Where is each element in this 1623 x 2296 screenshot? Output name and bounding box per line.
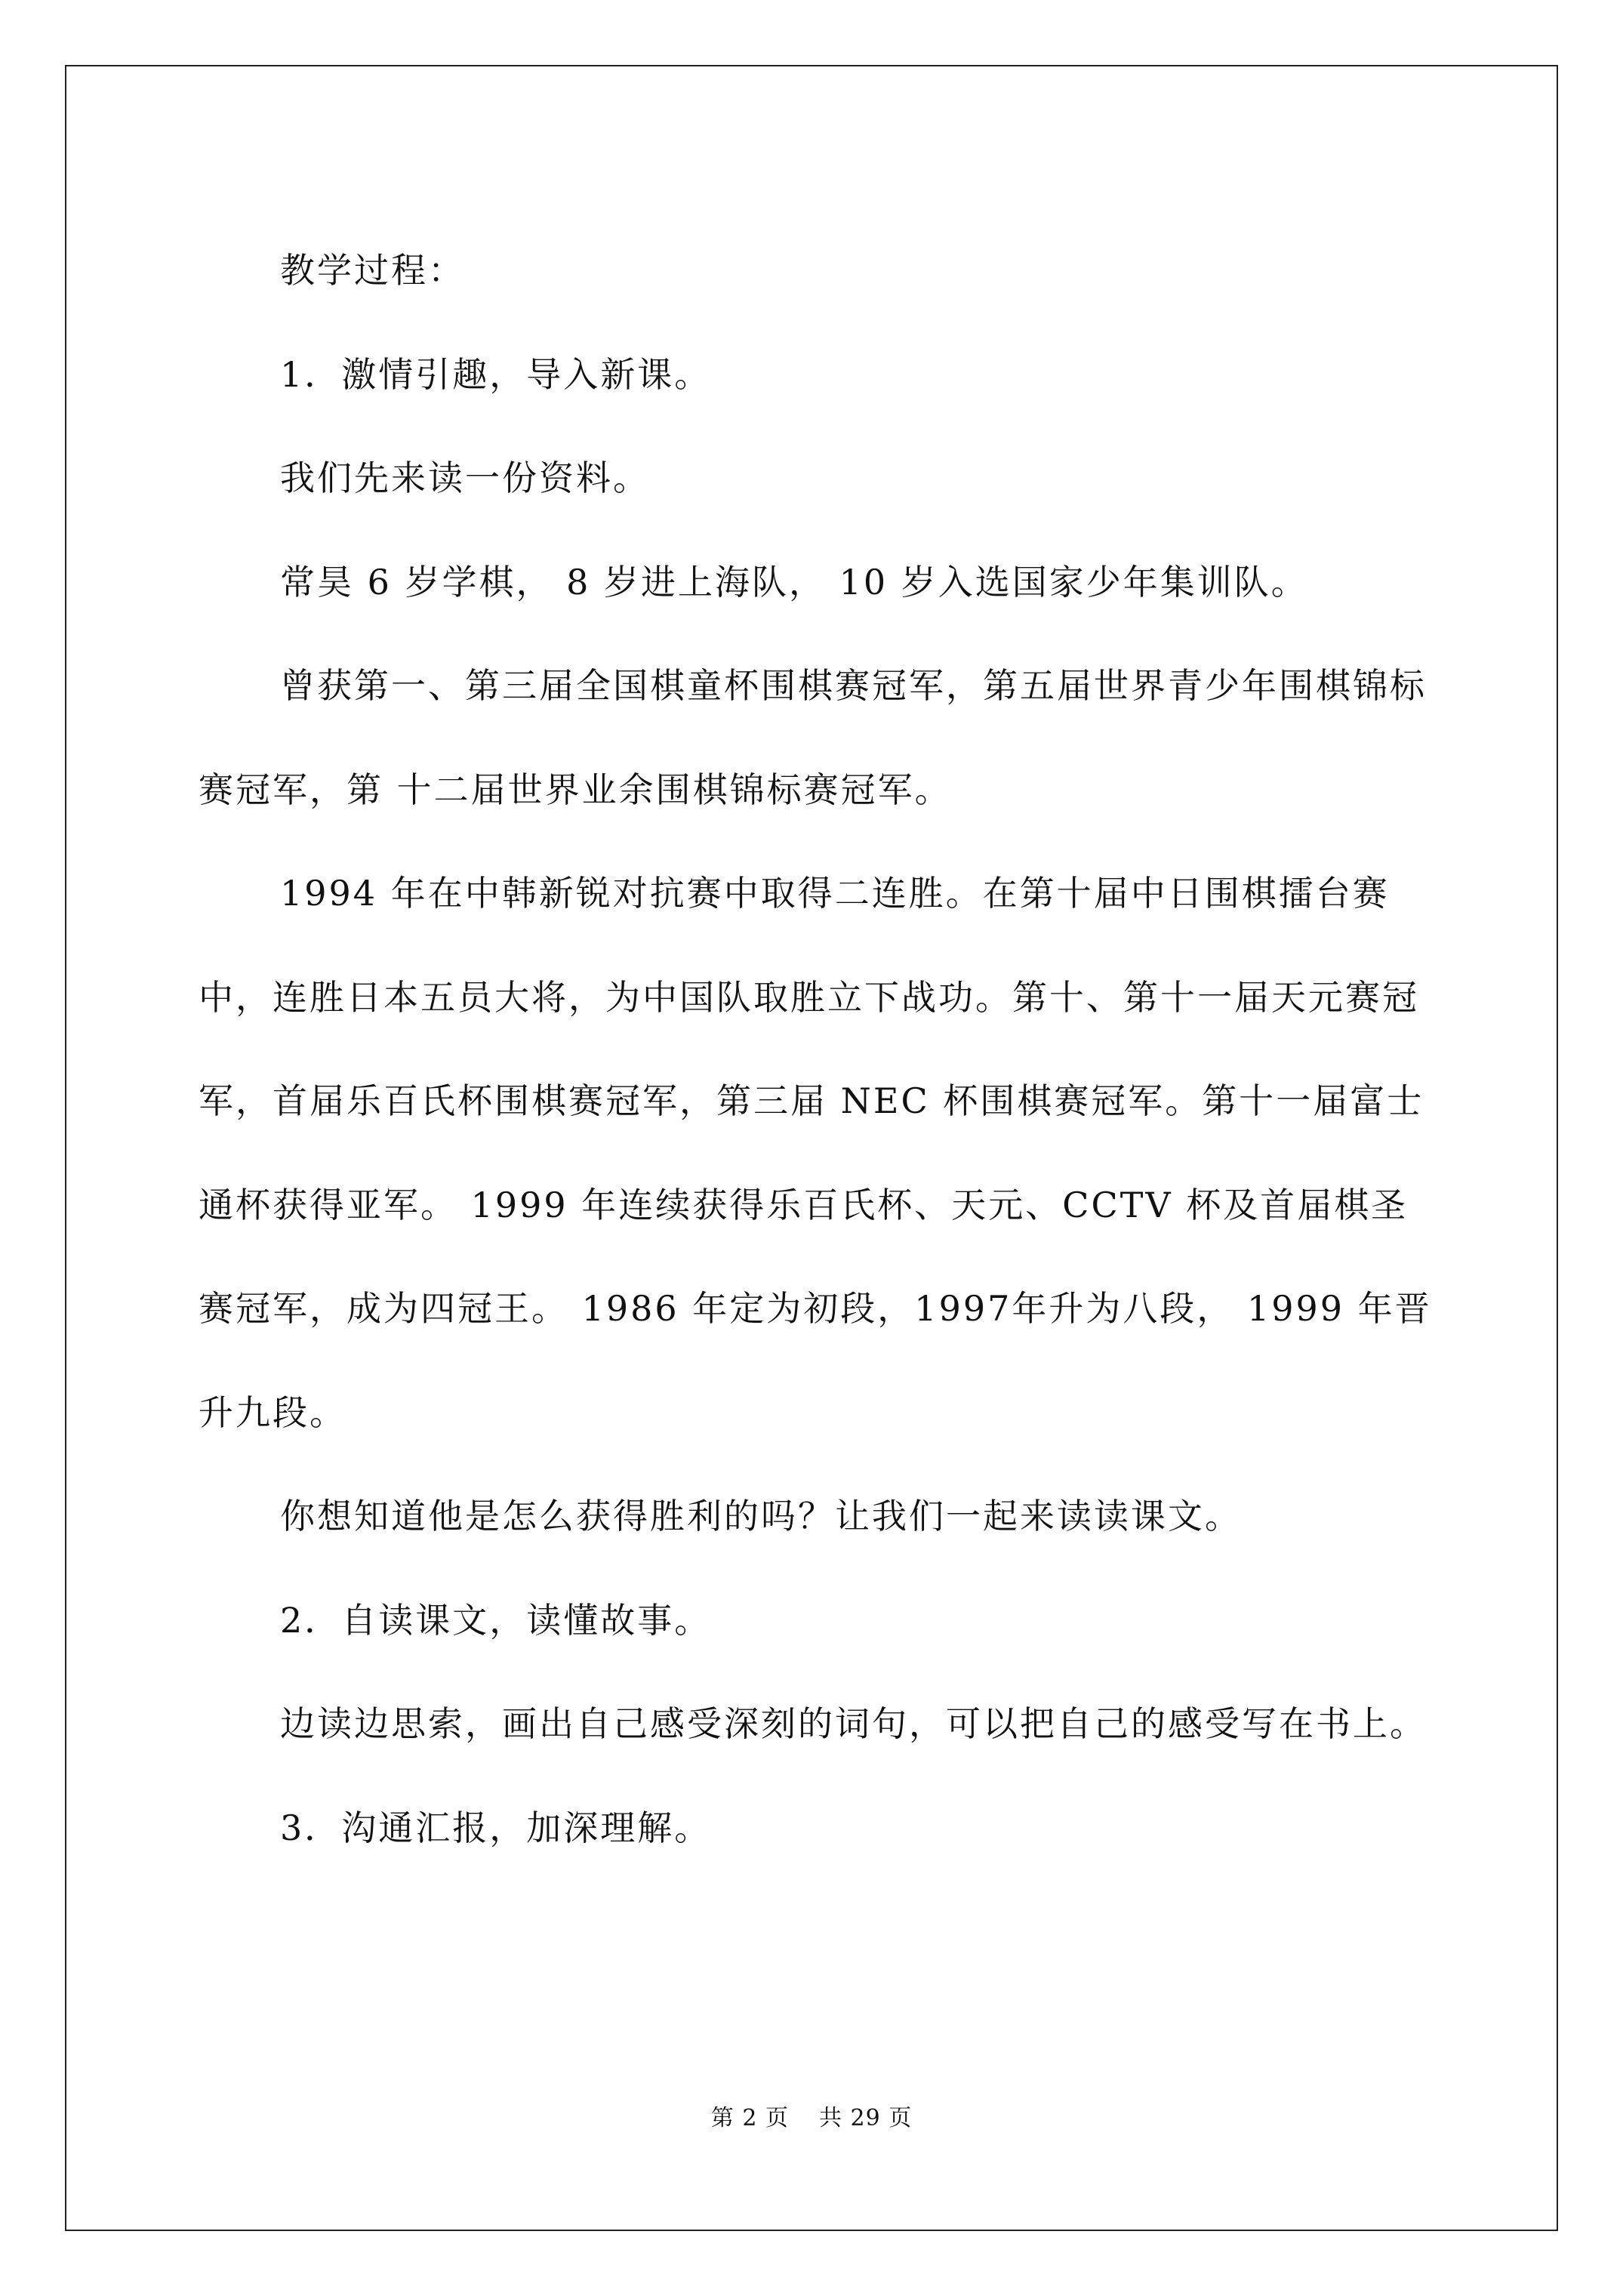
paragraph-question: 你想知道他是怎么获得胜利的吗？让我们一起来读读课文。: [280, 1496, 1242, 1536]
paragraph-reading-intro: 我们先来读一份资料。: [280, 458, 650, 498]
paragraph-step-1: 1．激情引趣，导入新课。: [280, 353, 712, 395]
paragraph-biography-titles: 曾获第一、第三届全国棋童杯围棋赛冠军，第五届世界青少年围棋锦标赛冠军，第 十二届世界业余围棋锦标赛冠军。: [199, 665, 1427, 810]
paragraph-reading-instruction: 边读边思索，画出自己感受深刻的词句，可以把自己的感受写在书上。: [280, 1703, 1427, 1744]
paragraph-heading-teaching-process: 教学过程：: [280, 250, 465, 291]
page-number: 第 2 页: [710, 2105, 789, 2131]
page-footer: [0, 2099, 1623, 2132]
paragraph-biography-early: 常昊 6 岁学棋， 8 岁进上海队， 10 岁入选国家少年集训队。: [280, 561, 1308, 603]
paragraph-biography-achievements: 1994 年在中韩新锐对抗赛中取得二连胜。在第十届中日围棋擂台赛中，连胜日本五员大将，为中国队取胜立下战功。第十、第十一届天元赛冠军，首届乐百氏杯围棋赛冠军，第三届 NEC 杯围棋赛冠军。第十一届富士通杯获得亚军。 1999 年连续获得乐百氏杯、天元、CCTV 杯及首届棋圣赛冠军，成为四冠王。 1986 年定为初段，1997年升为八段， 1999 年晋升九段。: [199, 873, 1432, 1433]
page-total: 共 29 页: [818, 2105, 913, 2131]
document-body: [199, 219, 1437, 1880]
paragraph-step-2: 2．自读课文，读懂故事。: [280, 1599, 712, 1641]
paragraph-step-3: 3．沟通汇报，加深理解。: [280, 1807, 712, 1848]
